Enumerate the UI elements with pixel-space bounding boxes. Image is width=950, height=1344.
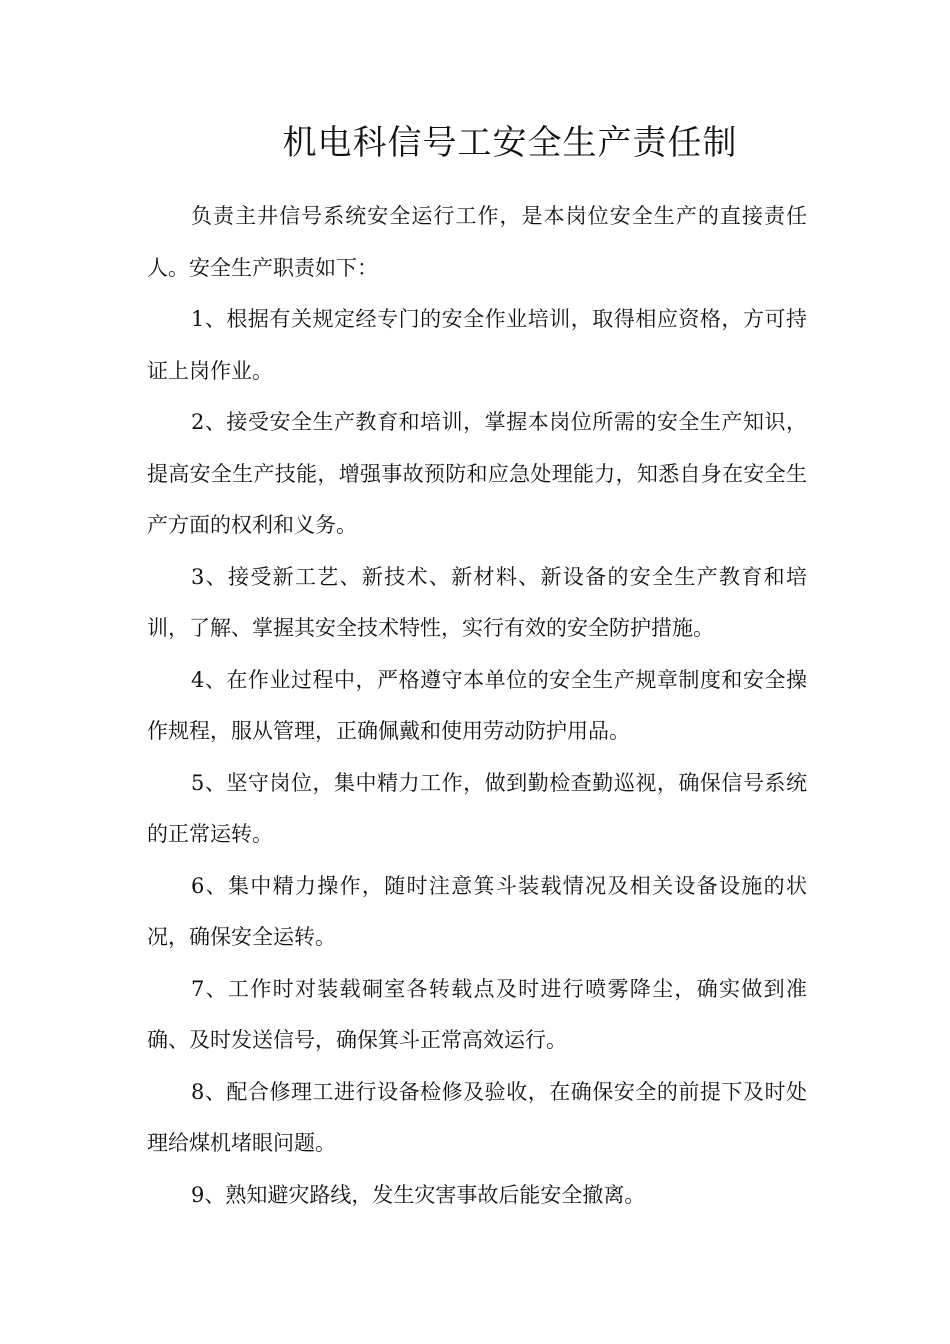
duty-item-6: 6、集中精力操作，随时注意箕斗装载情况及相关设备设施的状况，确保安全运转。 xyxy=(147,873,807,949)
document-title: 机电科信号工安全生产责任制 xyxy=(282,123,738,163)
duty-item-9: 9、熟知避灾路线，发生灾害事故后能安全撤离。 xyxy=(191,1182,646,1207)
duty-item-8: 8、配合修理工进行设备检修及验收，在确保安全的前提下及时处理给煤机堵眼问题。 xyxy=(147,1079,807,1155)
duty-item-3: 3、接受新工艺、新技术、新材料、新设备的安全生产教育和培训，了解、掌握其安全技术特性，实行有效的安全防护措施。 xyxy=(147,564,807,640)
duty-item-5: 5、坚守岗位，集中精力工作，做到勤检查勤巡视，确保信号系统的正常运转。 xyxy=(147,770,807,846)
duty-item-7: 7、工作时对装载硐室各转载点及时进行喷雾降尘，确实做到准确、及时发送信号，确保箕斗正常高效运行。 xyxy=(147,976,807,1052)
document-body xyxy=(147,191,807,1221)
duty-item-4: 4、在作业过程中，严格遵守本单位的安全生产规章制度和安全操作规程，服从管理，正确佩戴和使用劳动防护用品。 xyxy=(147,667,807,743)
duty-item-2: 2、接受安全生产教育和培训，掌握本岗位所需的安全生产知识，提高安全生产技能，增强事故预防和应急处理能力，知悉自身在安全生产方面的权利和义务。 xyxy=(147,410,807,537)
duty-item-1: 1、根据有关规定经专门的安全作业培训，取得相应资格，方可持证上岗作业。 xyxy=(147,307,807,383)
intro-paragraph: 负责主井信号系统安全运行工作，是本岗位安全生产的直接责任人。安全生产职责如下： xyxy=(147,204,807,280)
